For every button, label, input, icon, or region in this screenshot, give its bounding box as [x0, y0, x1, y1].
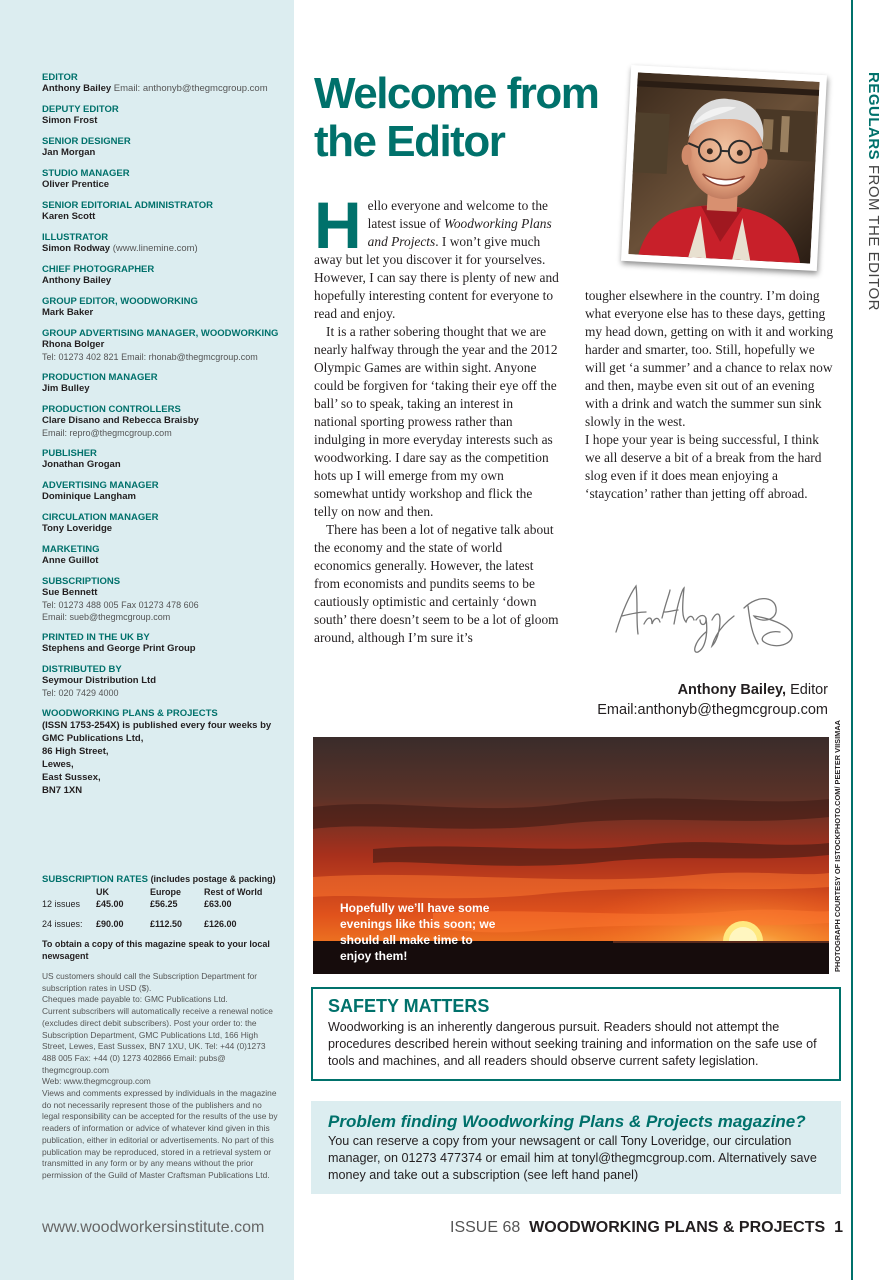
staff-entry — [42, 632, 282, 655]
staff-name: Simon Rodway — [42, 243, 111, 254]
editor-signature — [608, 572, 818, 662]
rates-cell: £45.00 — [96, 899, 124, 909]
article-paragraph: It is a rather sobering thought that we are nearly halfway through the year and the 2012 Olympic Games are within sight. Anyone could be forgiven for ‘taking their eye off the ball’ so to speak, taking an interest in national sporting prowess rather than indulging in more everyday interests such as woodworking. I dare say as the competition hots up I will emerge from my own somewhat untidy workshop and flick the telly on now and then. — [314, 324, 558, 519]
article-paragraph: I hope your year is being successful, I think we all deserve a bit of a break from the hard slog even if it does mean enjoying a ‘staycation’ rather than jetting off abroad. — [585, 432, 822, 501]
staff-entry — [42, 448, 282, 471]
staff-name: Dominique Langham — [42, 491, 136, 502]
publication-line: 86 High Street, — [42, 746, 109, 757]
rates-table — [42, 887, 262, 931]
staff-name: Clare Disano and Rebecca Braisby — [42, 415, 199, 426]
safety-text: Woodworking is an inherently dangerous pursuit. Readers should not attempt the procedures described herein without seeking training and information on the safe use of tools and machines, and all readers should observe current safety legislation. — [328, 1020, 817, 1068]
staff-role: CHIEF PHOTOGRAPHER — [42, 264, 155, 275]
small-print-paragraph: Views and comments expressed by individuals in the magazine do not necessarily represent those of the publishers and no legal responsibility can be accepted for the results of the use by readers of information or advice of whatever kind given in this publication, either in editorial or advertisements. No part of this publication may be reproduced, stored in a retrieval system or transmitted in any form or by any means without the prior permission of the Guild of Master Craftsman Publications Ltd. — [42, 1088, 278, 1180]
footer-issue — [450, 1219, 843, 1237]
staff-entry — [42, 576, 282, 623]
staff-email: Email: anthonyb@thegmcgroup.com — [113, 83, 268, 94]
staff-entry — [42, 664, 282, 699]
staff-role: GROUP ADVERTISING MANAGER, WOODWORKING — [42, 328, 279, 339]
rates-cell: £90.00 — [96, 919, 124, 929]
staff-name: Anthony Bailey — [42, 275, 112, 286]
staff-entry — [42, 168, 282, 191]
staff-entry — [42, 544, 282, 567]
section-tab-rule — [851, 0, 853, 1280]
availability-text: You can reserve a copy from your newsagent or call Tony Loveridge, our circulation manager, on 01273 477374 or email him at tonyl@thegmcgroup.com. Alternatively save money and take out a subscription (see left hand panel) — [328, 1134, 817, 1182]
publication-line: East Sussex, — [42, 772, 101, 783]
footer-website: www.woodworkersinstitute.com — [42, 1219, 265, 1236]
rates-cell: £56.25 — [150, 899, 178, 909]
small-print-paragraph: Cheques made payable to: GMC Publications Ltd. — [42, 994, 228, 1005]
magazine-name: WOODWORKING PLANS & PROJECTS — [529, 1219, 826, 1236]
article-text: ello everyone and welcome to the latest issue of — [367, 198, 549, 231]
staff-role: ILLUSTRATOR — [42, 232, 109, 243]
staff-name: Stephens and George Print Group — [42, 643, 196, 654]
staff-name: Anthony Bailey — [42, 83, 112, 94]
safety-box — [311, 987, 841, 1081]
staff-name: Jonathan Grogan — [42, 459, 121, 470]
editor-photo — [621, 65, 827, 271]
rates-header-cell — [42, 887, 96, 899]
publication-info — [42, 708, 282, 797]
staff-list — [42, 72, 282, 806]
staff-name: Mark Baker — [42, 307, 94, 318]
staff-name: Jan Morgan — [42, 147, 96, 158]
rates-cell: £126.00 — [204, 919, 237, 929]
editor-title: Editor — [790, 682, 828, 698]
staff-entry — [42, 404, 282, 439]
small-print-paragraph: Current subscribers will automatically receive a renewal notice (excludes direct debit subscribers). Post your order to: the Subscription Department, GMC Publications Ltd, 166 High Street, Lewes, East Sussex, BN7 1XU, UK. Tel: +44 (0)1273 488 005 Fax: +44 (0) 1273 402866 Email: pubs@ thegmcgroup.com — [42, 1006, 273, 1075]
editor-portrait-image — [628, 72, 819, 263]
staff-role: DEPUTY EDITOR — [42, 104, 119, 115]
staff-role: SENIOR EDITORIAL ADMINISTRATOR — [42, 200, 214, 211]
staff-role: CIRCULATION MANAGER — [42, 512, 159, 523]
publication-title: WOODWORKING PLANS & PROJECTS — [42, 708, 218, 719]
obtain-copy-note: To obtain a copy of this magazine speak to your local newsagent — [42, 939, 270, 961]
staff-role: PRODUCTION CONTROLLERS — [42, 404, 181, 415]
staff-contact: Email: sueb@thegmcgroup.com — [42, 612, 171, 622]
availability-box — [311, 1101, 841, 1194]
subscription-rates — [42, 874, 282, 931]
article-paragraph — [314, 188, 559, 323]
table-row — [42, 899, 262, 911]
staff-entry — [42, 232, 282, 255]
table-row — [42, 887, 262, 899]
staff-role: SUBSCRIPTIONS — [42, 576, 121, 587]
staff-entry — [42, 296, 282, 319]
page-number: 1 — [834, 1219, 843, 1236]
staff-role: EDITOR — [42, 72, 78, 83]
rates-title: SUBSCRIPTION RATES — [42, 874, 148, 885]
article-text: . I won’t give much away but let you discover it for yourselves. However, I can say there is plenty of new and hopefully interesting content for everyone to read and enjoy. — [314, 234, 559, 321]
article-column-2 — [585, 287, 835, 503]
staff-name: Sue Bennett — [42, 587, 98, 598]
magazine-title-italic: Woodworking Plans and Projects — [367, 216, 552, 249]
staff-name: Seymour Distribution Ltd — [42, 675, 156, 686]
section-tab — [862, 72, 882, 312]
publication-line: BN7 1XN — [42, 785, 83, 796]
staff-entry — [42, 512, 282, 535]
staff-name: Karen Scott — [42, 211, 96, 222]
staff-entry — [42, 200, 282, 223]
staff-name: Rhona Bolger — [42, 339, 105, 350]
rates-header-cell: Rest of World — [204, 887, 263, 897]
editor-signoff — [580, 680, 828, 720]
small-print-paragraph: US customers should call the Subscription Department for subscription rates in USD ($). — [42, 971, 258, 993]
publication-line: GMC Publications Ltd, — [42, 733, 144, 744]
rates-note: (includes postage & packing) — [150, 874, 276, 884]
small-print-paragraph: Web: www.thegmcgroup.com — [42, 1076, 151, 1087]
staff-entry — [42, 72, 282, 95]
staff-contact: Tel: 020 7429 4000 — [42, 688, 119, 698]
editor-name: Anthony Bailey, — [677, 682, 787, 698]
staff-contact: Email: repro@thegmcgroup.com — [42, 428, 172, 438]
availability-title: Problem finding Woodworking Plans & Projects magazine? — [328, 1112, 806, 1131]
rates-header-cell: Europe — [150, 887, 182, 897]
staff-role: SENIOR DESIGNER — [42, 136, 131, 147]
page-title: Welcome from the Editor — [314, 69, 599, 166]
photo-credit-text: PHOTOGRAPH COURTESY OF ISTOCKPHOTO.COM/ PEETER VIISIMAA — [833, 720, 842, 972]
staff-name: Oliver Prentice — [42, 179, 110, 190]
rates-cell: £112.50 — [150, 919, 183, 929]
rates-cell: 12 issues — [42, 899, 81, 909]
staff-role: DISTRIBUTED BY — [42, 664, 122, 675]
article-paragraph: tougher elsewhere in the country. I’m doing what everyone else has to these days, getting my head down, getting on with it and working harder and smarter, too. Still, hopefully we will get ‘a summer’ and a chance to relax now and then, maybe even sit out of an evening with a drink and watch the summer sun sink slowly in the west. — [585, 288, 834, 429]
small-print — [42, 971, 280, 1182]
staff-name: Simon Frost — [42, 115, 98, 126]
staff-role: ADVERTISING MANAGER — [42, 480, 159, 491]
staff-role: GROUP EDITOR, WOODWORKING — [42, 296, 198, 307]
publication-line: (ISSN 1753-254X) is published every four weeks by — [42, 720, 272, 731]
staff-role: PUBLISHER — [42, 448, 97, 459]
drop-cap: H — [314, 188, 362, 262]
staff-name: Tony Loveridge — [42, 523, 113, 534]
table-row — [42, 919, 262, 931]
article-column-1 — [314, 188, 559, 647]
rates-header-cell: UK — [96, 887, 109, 897]
staff-contact: Tel: 01273 402 821 Email: rhonab@thegmcgroup.com — [42, 352, 258, 362]
staff-entry — [42, 328, 282, 363]
staff-name: Anne Guillot — [42, 555, 99, 566]
staff-entry — [42, 480, 282, 503]
staff-role: PRINTED IN THE UK BY — [42, 632, 150, 643]
staff-role: PRODUCTION MANAGER — [42, 372, 158, 383]
staff-role: STUDIO MANAGER — [42, 168, 130, 179]
staff-contact: Tel: 01273 488 005 Fax 01273 478 606 — [42, 600, 199, 610]
publication-line: Lewes, — [42, 759, 74, 770]
staff-entry — [42, 264, 282, 287]
photo-credit — [833, 720, 845, 972]
safety-title: SAFETY MATTERS — [328, 996, 490, 1016]
article-paragraph: There has been a lot of negative talk about the economy and the state of world economics generally. However, the latest from economists and pundits seems to be cautiously optimistic and certainly ‘down south’ there doesn’t seem to be a lot of gloom around, although I’m sure it’s — [314, 522, 559, 645]
staff-name: Jim Bulley — [42, 383, 90, 394]
staff-entry — [42, 372, 282, 395]
staff-role: MARKETING — [42, 544, 100, 555]
section-tab-light: FROM THE EDITOR — [865, 164, 882, 311]
staff-entry — [42, 136, 282, 159]
rates-cell: 24 issues: — [42, 919, 83, 929]
staff-website: (www.linemine.com) — [112, 243, 198, 254]
issue-number: ISSUE 68 — [450, 1219, 521, 1236]
staff-entry — [42, 104, 282, 127]
rates-cell: £63.00 — [204, 899, 232, 909]
section-tab-bold: REGULARS — [865, 72, 882, 161]
photo-caption: Hopefully we’ll have some evenings like this soon; we should all make time to enjoy them! — [340, 901, 496, 963]
editor-email: Email:anthonyb@thegmcgroup.com — [597, 702, 828, 718]
